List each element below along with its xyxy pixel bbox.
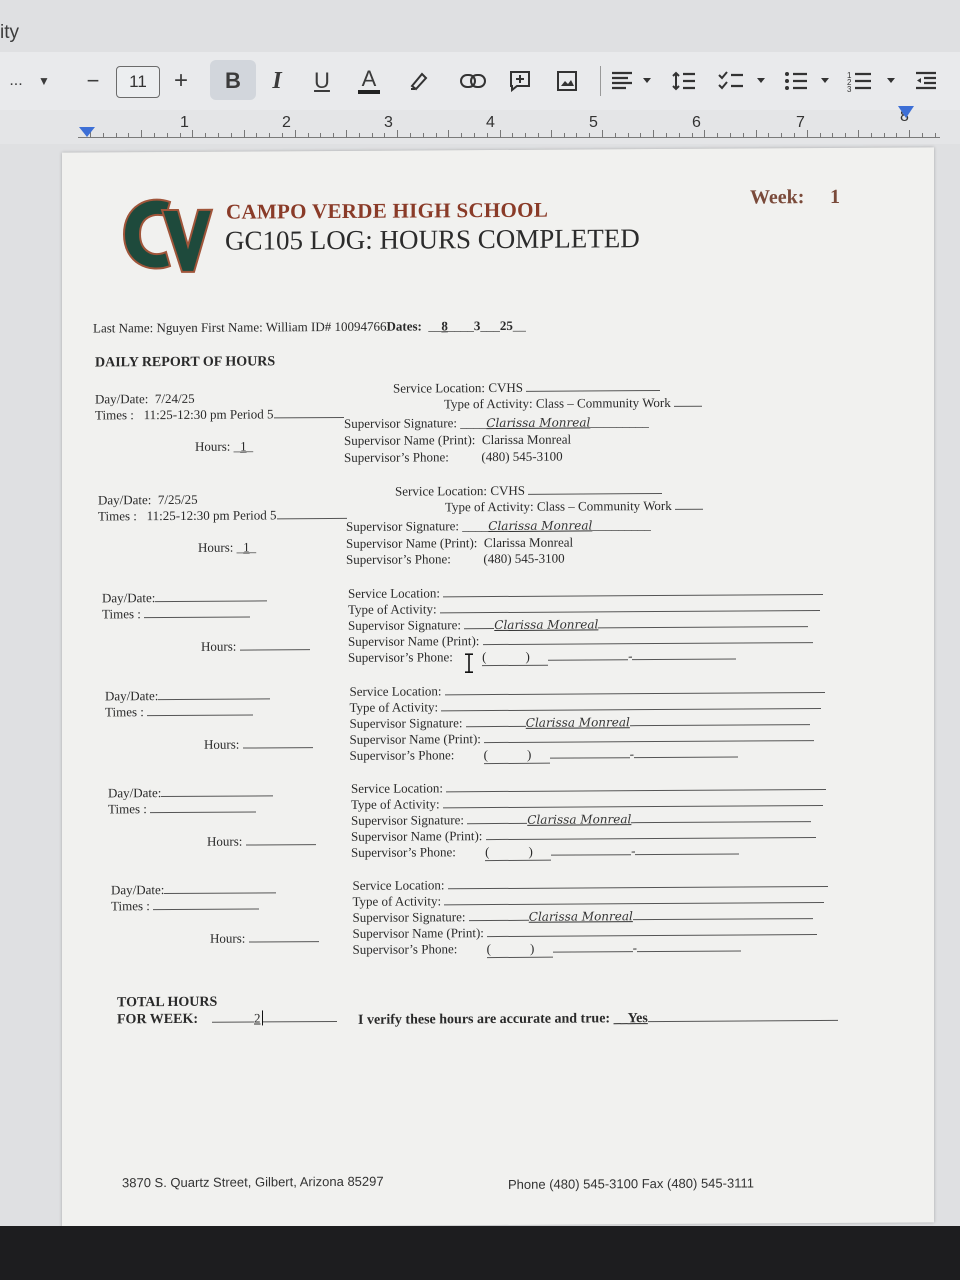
app-title-fragment: ity: [0, 22, 19, 43]
supervisor-signature: Clarissa Monreal: [527, 812, 632, 827]
right-indent-marker[interactable]: [898, 106, 914, 118]
times-value: 11:25-12:30 pm Period 5: [146, 507, 277, 524]
hours-label: Hours:: [195, 438, 231, 454]
footer-phone: Phone (480) 545-3100 Fax (480) 545-3111: [508, 1175, 754, 1192]
phone-field[interactable]: Supervisor’s Phone: ( ) -: [353, 940, 741, 959]
left-indent-marker[interactable]: [79, 127, 95, 137]
ruler-tick: [231, 133, 232, 138]
dates-label: Dates:: [386, 318, 422, 334]
total-hours-value: 2: [254, 1010, 261, 1026]
toolbar-divider: [600, 66, 601, 96]
ruler-mark: 1: [180, 114, 189, 131]
ruler-tick: [359, 133, 360, 138]
ruler-tick: [896, 133, 897, 138]
increase-font-size-button[interactable]: +: [173, 67, 188, 94]
phone-field[interactable]: Supervisor’s Phone: ( ) -: [351, 843, 739, 862]
text-color-label: A: [358, 68, 381, 94]
times-label: Times :: [95, 407, 134, 423]
supervisor-name-label: Supervisor Name (Print):: [349, 731, 481, 747]
ruler-tick: [525, 133, 526, 138]
ruler-tick: [333, 133, 334, 138]
day-date-field[interactable]: [105, 687, 270, 704]
ruler-tick: [730, 133, 731, 138]
ruler-tick: [820, 133, 821, 138]
date-year: 25: [499, 317, 513, 333]
ruler-tick: [397, 130, 398, 138]
ruler-tick: [538, 133, 539, 138]
signature-field[interactable]: Supervisor Signature: ____Clarissa Monreal_________: [344, 414, 649, 431]
day-date-field[interactable]: [108, 784, 273, 801]
hours-label: Hours:: [201, 638, 237, 654]
supervisor-signature: Clarissa Monreal: [486, 415, 591, 431]
activity-label: Type of Activity:: [352, 893, 442, 909]
verify-value: Yes: [627, 1011, 648, 1027]
hours-field[interactable]: Hours: _1_: [195, 438, 254, 454]
phone-value: (480) 545-3100: [481, 448, 563, 465]
hours-value: 1: [240, 438, 247, 454]
ruler-tick: [205, 133, 206, 138]
ruler-tick: [141, 130, 142, 138]
ruler-mark: 7: [796, 114, 805, 131]
hours-label: Hours:: [198, 539, 234, 555]
week-value[interactable]: 1: [830, 185, 840, 208]
ruler-tick: [167, 133, 168, 138]
hours-field[interactable]: [207, 833, 316, 850]
verify-label: I verify these hours are accurate and true:: [358, 1011, 611, 1028]
ruler-tick: [423, 133, 424, 138]
supervisor-name-label: Supervisor Name (Print):: [348, 633, 480, 649]
service-location-label: Service Location:: [351, 780, 444, 796]
ruler-tick: [282, 133, 283, 138]
supervisor-signature: Clarissa Monreal: [494, 617, 599, 633]
ruler-tick: [436, 133, 437, 138]
times-field[interactable]: [102, 606, 250, 623]
supervisor-name-field[interactable]: [351, 826, 816, 845]
phone-label: Supervisor’s Phone:: [346, 551, 451, 567]
day-date-field[interactable]: [95, 391, 195, 408]
svg-text:1: 1: [847, 71, 852, 80]
daily-report-title: DAILY REPORT OF HOURS: [95, 354, 276, 371]
phone-value: (480) 545-3100: [483, 550, 565, 567]
times-field[interactable]: [111, 897, 259, 914]
ruler-tick: [640, 133, 641, 138]
total-label-line2: FOR WEEK:: [117, 1011, 199, 1028]
phone-field[interactable]: [346, 551, 565, 568]
activity-field[interactable]: [445, 498, 703, 516]
ruler-tick: [192, 130, 193, 138]
day-date-field[interactable]: [102, 589, 267, 606]
hours-value: 1: [243, 539, 250, 555]
student-id: ID# 10094766: [311, 318, 387, 335]
week-label: Week:: [750, 186, 805, 209]
text-color-button[interactable]: [352, 52, 386, 110]
ruler-tick: [103, 133, 104, 138]
ruler-mark: 2: [282, 114, 291, 131]
service-location-label: Service Location:: [395, 483, 488, 499]
ruler-tick: [884, 133, 885, 138]
monitor-bezel: [0, 1226, 960, 1280]
underline-button[interactable]: U: [314, 68, 330, 93]
hours-field[interactable]: [204, 736, 313, 753]
supervisor-name-label: Supervisor Name (Print):: [352, 925, 484, 941]
first-name: First Name: William: [200, 319, 308, 335]
service-location-field[interactable]: [395, 482, 662, 500]
ruler-tick: [589, 133, 590, 138]
day-date-label: Day/Date:: [108, 785, 162, 801]
times-field[interactable]: [95, 406, 344, 424]
align-menu[interactable]: [608, 52, 656, 110]
service-location-label: Service Location:: [352, 877, 445, 893]
times-label: Times :: [98, 508, 137, 524]
ruler[interactable]: [0, 110, 960, 144]
line-spacing-icon[interactable]: [666, 52, 702, 110]
signature-label: Supervisor Signature:: [352, 909, 466, 925]
signature-label: Supervisor Signature:: [349, 715, 463, 731]
times-label: Times :: [111, 898, 150, 914]
signature-label: Supervisor Signature:: [351, 812, 465, 828]
ruler-tick: [410, 133, 411, 138]
ruler-tick: [909, 130, 910, 138]
school-name: CAMPO VERDE HIGH SCHOOL: [226, 197, 549, 224]
service-location-label: Service Location:: [349, 683, 442, 699]
verify-field[interactable]: I verify these hours are accurate and true: __Yes: [358, 1009, 838, 1029]
supervisor-name-value: Clarissa Monreal: [483, 534, 574, 551]
add-comment-icon[interactable]: [503, 52, 537, 110]
supervisor-name-field[interactable]: [350, 729, 815, 748]
times-label: Times :: [105, 704, 144, 720]
svg-text:3: 3: [847, 85, 852, 92]
ruler-tick: [781, 133, 782, 138]
ruler-tick: [832, 133, 833, 138]
ruler-tick: [116, 133, 117, 138]
checklist-menu[interactable]: [716, 52, 772, 110]
ruler-tick: [858, 130, 859, 138]
ruler-tick: [180, 133, 181, 138]
hours-field[interactable]: [201, 638, 310, 655]
link-icon[interactable]: [455, 52, 491, 110]
ruler-tick: [346, 130, 347, 138]
signature-field[interactable]: Supervisor Signature: ____Clarissa Monreal_________: [346, 517, 651, 534]
font-size-input[interactable]: 11: [116, 66, 160, 98]
ruler-mark: 8: [900, 108, 909, 125]
signature-label: Supervisor Signature:: [346, 518, 460, 534]
service-location-value: CVHS: [490, 482, 525, 499]
ruler-tick: [384, 133, 385, 138]
supervisor-name-field[interactable]: [344, 432, 571, 449]
ruler-tick: [448, 130, 449, 138]
supervisor-signature: Clarissa Monreal: [525, 715, 630, 730]
ruler-tick: [653, 130, 654, 138]
ruler-tick: [256, 133, 257, 138]
supervisor-name-value: Clarissa Monreal: [481, 431, 572, 448]
ruler-tick: [372, 133, 373, 138]
italic-button[interactable]: I: [272, 67, 282, 94]
phone-field[interactable]: Supervisor’s Phone: ( ) -: [350, 746, 738, 765]
ruler-tick: [717, 133, 718, 138]
school-logo: [118, 192, 214, 279]
times-field[interactable]: [98, 507, 347, 525]
ruler-mark: 6: [692, 114, 701, 131]
insert-image-icon[interactable]: [550, 52, 584, 110]
log-title: GC105 LOG: HOURS COMPLETED: [225, 223, 640, 256]
ruler-tick: [743, 133, 744, 138]
supervisor-name-field[interactable]: [346, 535, 573, 552]
document-page[interactable]: [62, 147, 934, 1227]
phone-field[interactable]: Supervisor’s Phone: ( ) -: [348, 648, 736, 667]
day-date-label: Day/Date:: [105, 688, 159, 704]
more-menu[interactable]: ...: [9, 72, 23, 89]
phone-label: Supervisor’s Phone:: [351, 844, 456, 860]
phone-area-code: ( ): [487, 941, 553, 958]
ruler-tick: [602, 130, 603, 138]
ruler-tick: [500, 130, 501, 138]
service-location-field[interactable]: [393, 379, 660, 397]
signature-label: Supervisor Signature:: [348, 617, 462, 633]
times-field[interactable]: [105, 703, 253, 720]
text-cursor-icon: [464, 653, 474, 673]
activity-value: Class – Community Work: [535, 394, 671, 411]
supervisor-signature: Clarissa Monreal: [488, 518, 593, 534]
phone-field[interactable]: [344, 449, 563, 466]
supervisor-name-label: Supervisor Name (Print):: [351, 828, 483, 844]
ruler-tick: [628, 133, 629, 138]
phone-area-code: ( ): [484, 747, 550, 764]
ruler-tick: [269, 133, 270, 138]
ruler-mark: 4: [486, 114, 495, 131]
ruler-tick: [768, 133, 769, 138]
activity-label: Type of Activity:: [445, 498, 534, 515]
hours-field[interactable]: Hours: _1_: [198, 539, 257, 555]
activity-label: Type of Activity:: [348, 601, 437, 617]
service-location-label: Service Location:: [393, 380, 486, 396]
total-hours-label: [117, 994, 217, 1029]
svg-text:2: 2: [847, 78, 852, 87]
ruler-tick: [551, 130, 552, 138]
times-field[interactable]: [108, 800, 256, 817]
times-label: Times :: [108, 801, 147, 817]
ruler-mark: 3: [384, 114, 393, 131]
day-date-label: Day/Date:: [98, 492, 152, 508]
ruler-tick: [308, 133, 309, 138]
day-date-value: 7/24/25: [154, 390, 195, 407]
ruler-tick: [295, 130, 296, 138]
hours-label: Hours:: [210, 930, 246, 946]
ruler-tick: [704, 130, 705, 138]
bold-button[interactable]: B: [225, 68, 241, 93]
ruler-tick: [935, 133, 936, 138]
footer-address: 3870 S. Quartz Street, Gilbert, Arizona 85297: [122, 1173, 384, 1191]
ruler-tick: [218, 133, 219, 138]
times-value: 11:25-12:30 pm Period 5: [143, 406, 274, 423]
hours-label: Hours:: [207, 833, 243, 849]
total-hours-field[interactable]: [212, 1010, 337, 1027]
ruler-tick: [461, 133, 462, 138]
bulleted-list-menu[interactable]: [782, 52, 838, 110]
highlight-pen-icon[interactable]: [402, 52, 436, 110]
phone-label: Supervisor’s Phone:: [344, 449, 449, 465]
activity-field[interactable]: [444, 395, 702, 413]
ruler-baseline: [78, 137, 940, 138]
supervisor-name-label: Supervisor Name (Print):: [346, 535, 478, 551]
day-date-label: Day/Date:: [95, 391, 149, 407]
supervisor-signature: Clarissa Monreal: [528, 909, 633, 924]
decrease-font-size-button[interactable]: −: [86, 68, 100, 93]
student-info-line[interactable]: Last Name: Nguyen First Name: William ID# 10094766Dates: __8____3___25__: [93, 317, 526, 336]
phone-label: Supervisor’s Phone:: [348, 649, 453, 665]
ruler-tick: [922, 133, 923, 138]
activity-value: Class – Community Work: [536, 497, 672, 514]
phone-label: Supervisor’s Phone:: [349, 747, 455, 763]
supervisor-name-field[interactable]: [353, 923, 818, 942]
ruler-tick: [244, 130, 245, 138]
day-date-value: 7/25/25: [157, 491, 198, 508]
last-name: Last Name: Nguyen: [93, 319, 198, 336]
service-location-label: Service Location:: [348, 585, 441, 601]
day-date-field[interactable]: [111, 881, 276, 898]
day-date-label: Day/Date:: [111, 882, 165, 898]
hours-field[interactable]: [210, 930, 319, 947]
signature-label: Supervisor Signature:: [344, 415, 458, 431]
ruler-tick: [871, 133, 872, 138]
activity-label: Type of Activity:: [349, 699, 439, 715]
ruler-tick: [487, 133, 488, 138]
ruler-tick: [576, 133, 577, 138]
supervisor-name-label: Supervisor Name (Print):: [344, 432, 476, 448]
times-label: Times :: [102, 606, 141, 622]
phone-label: Supervisor’s Phone:: [352, 941, 458, 957]
total-label-line1: TOTAL HOURS: [117, 994, 218, 1011]
ruler-tick: [128, 133, 129, 138]
ruler-tick: [154, 133, 155, 138]
ruler-tick: [666, 133, 667, 138]
ruler-tick: [474, 133, 475, 138]
service-location-value: CVHS: [488, 379, 523, 396]
ruler-mark: 5: [589, 114, 598, 131]
date-month: 8: [441, 318, 448, 334]
ruler-tick: [807, 130, 808, 138]
chevron-down-icon[interactable]: ▼: [38, 74, 50, 88]
phone-area-code: ( ): [485, 844, 551, 861]
date-day: 3: [473, 318, 481, 334]
ruler-tick: [615, 133, 616, 138]
ruler-tick: [564, 133, 565, 138]
activity-label: Type of Activity:: [351, 796, 440, 812]
numbered-list-menu[interactable]: [846, 52, 902, 110]
activity-label: Type of Activity:: [444, 395, 533, 412]
ruler-tick: [512, 133, 513, 138]
ruler-tick: [794, 133, 795, 138]
phone-area-code: ( ): [482, 649, 548, 666]
ruler-tick: [679, 133, 680, 138]
ruler-tick: [756, 130, 757, 138]
decrease-indent-icon[interactable]: [910, 52, 942, 110]
ruler-tick: [320, 133, 321, 138]
supervisor-name-field[interactable]: [348, 631, 813, 650]
ruler-tick: [845, 133, 846, 138]
ruler-tick: [692, 133, 693, 138]
day-date-field[interactable]: [98, 492, 198, 509]
day-date-label: Day/Date:: [102, 590, 156, 606]
hours-label: Hours:: [204, 736, 240, 752]
